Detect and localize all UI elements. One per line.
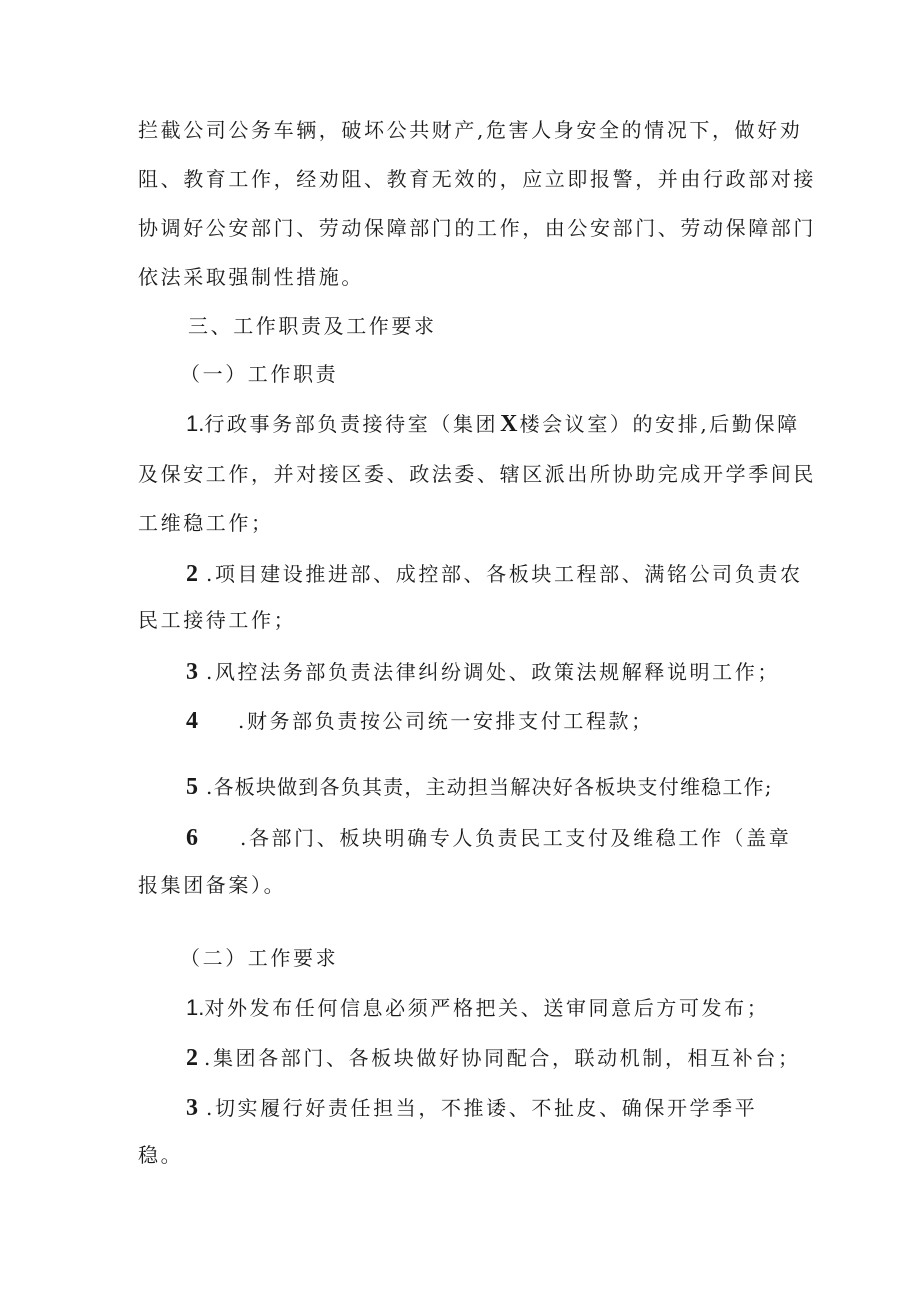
duty-1-text-b: 楼会议室）的安排,后勤保障: [519, 412, 800, 436]
subsection-2-heading: （二）工作要求: [180, 946, 339, 970]
duty-6-line-2: 报集团备案）。: [138, 873, 287, 897]
body-line-4: 依法采取强制性措施。: [138, 265, 364, 289]
duty-4-number: 4: [186, 708, 198, 734]
body-line-3: 协调好公安部门、劳动保障部门的工作，由公安部门、劳动保障部门: [138, 216, 816, 240]
requirement-2-line-1: [186, 1046, 801, 1070]
duty-1-line-3: 工维稳工作；: [138, 511, 274, 535]
duty-4-text: .财务部负责按公司统一安排支付工程款；: [238, 709, 654, 733]
duty-1-number: 1.: [186, 411, 205, 436]
requirement-1-number: 1.: [186, 995, 205, 1020]
duty-6-number: 6: [186, 825, 198, 851]
duty-1-line-2: 及保安工作，并对接区委、政法委、辖区派出所协助完成开学季间民: [138, 462, 816, 486]
body-line-1: 拦截公司公务车辆，破坏公共财产,危害人身安全的情况下，做好劝: [138, 118, 803, 142]
duty-3-line-1: [186, 660, 780, 684]
duty-2-line-2: 民工接待工作；: [138, 608, 297, 632]
body-line-2: 阻、教育工作，经劝阻、教育无效的，应立即报警，并由行政部对接: [138, 167, 816, 191]
requirement-2-number: 2: [186, 1045, 198, 1071]
duty-4-line-1: [186, 709, 654, 733]
duty-1-line-1: [186, 412, 800, 436]
duty-2-text: .项目建设推进部、成控部、各板块工程部、满铭公司负责农: [206, 562, 803, 586]
requirement-3-text: .切实履行好责任担当，不推诿、不扯皮、确保开学季平: [206, 1096, 758, 1120]
duty-2-line-1: [186, 562, 803, 586]
requirement-1-line-1: [186, 997, 769, 1019]
duty-2-number: 2: [186, 561, 198, 587]
requirement-3-line-1: [186, 1096, 757, 1120]
requirement-3-number: 3: [186, 1095, 198, 1121]
subsection-1-heading: （一）工作职责: [180, 362, 339, 386]
section-3-heading: 三、工作职责及工作要求: [188, 314, 437, 338]
duty-6-line-1: [186, 826, 791, 850]
duty-3-text: .风控法务部负责法律纠纷调处、政策法规解释说明工作；: [206, 660, 780, 684]
duty-3-number: 3: [186, 659, 198, 685]
duty-6-text: .各部门、板块明确专人负责民工支付及维稳工作（盖章: [240, 826, 792, 850]
requirement-2-text: .集团各部门、各板块做好协同配合，联动机制，相互补台；: [204, 1046, 801, 1070]
duty-5-line-1: [186, 775, 773, 799]
requirement-3-line-2: 稳。: [138, 1143, 184, 1167]
duty-5-number: 5: [186, 774, 198, 800]
requirement-1-text: 对外发布任何信息必须严格把关、送审同意后方可发布；: [204, 996, 770, 1020]
duty-1-text-a: 行政事务部负责接待室（集团: [204, 412, 499, 436]
duty-1-building-x: X: [500, 411, 518, 437]
duty-5-text: .各板块做到各负其责，主动担当解决好各板块支付维稳工作;: [206, 775, 773, 799]
